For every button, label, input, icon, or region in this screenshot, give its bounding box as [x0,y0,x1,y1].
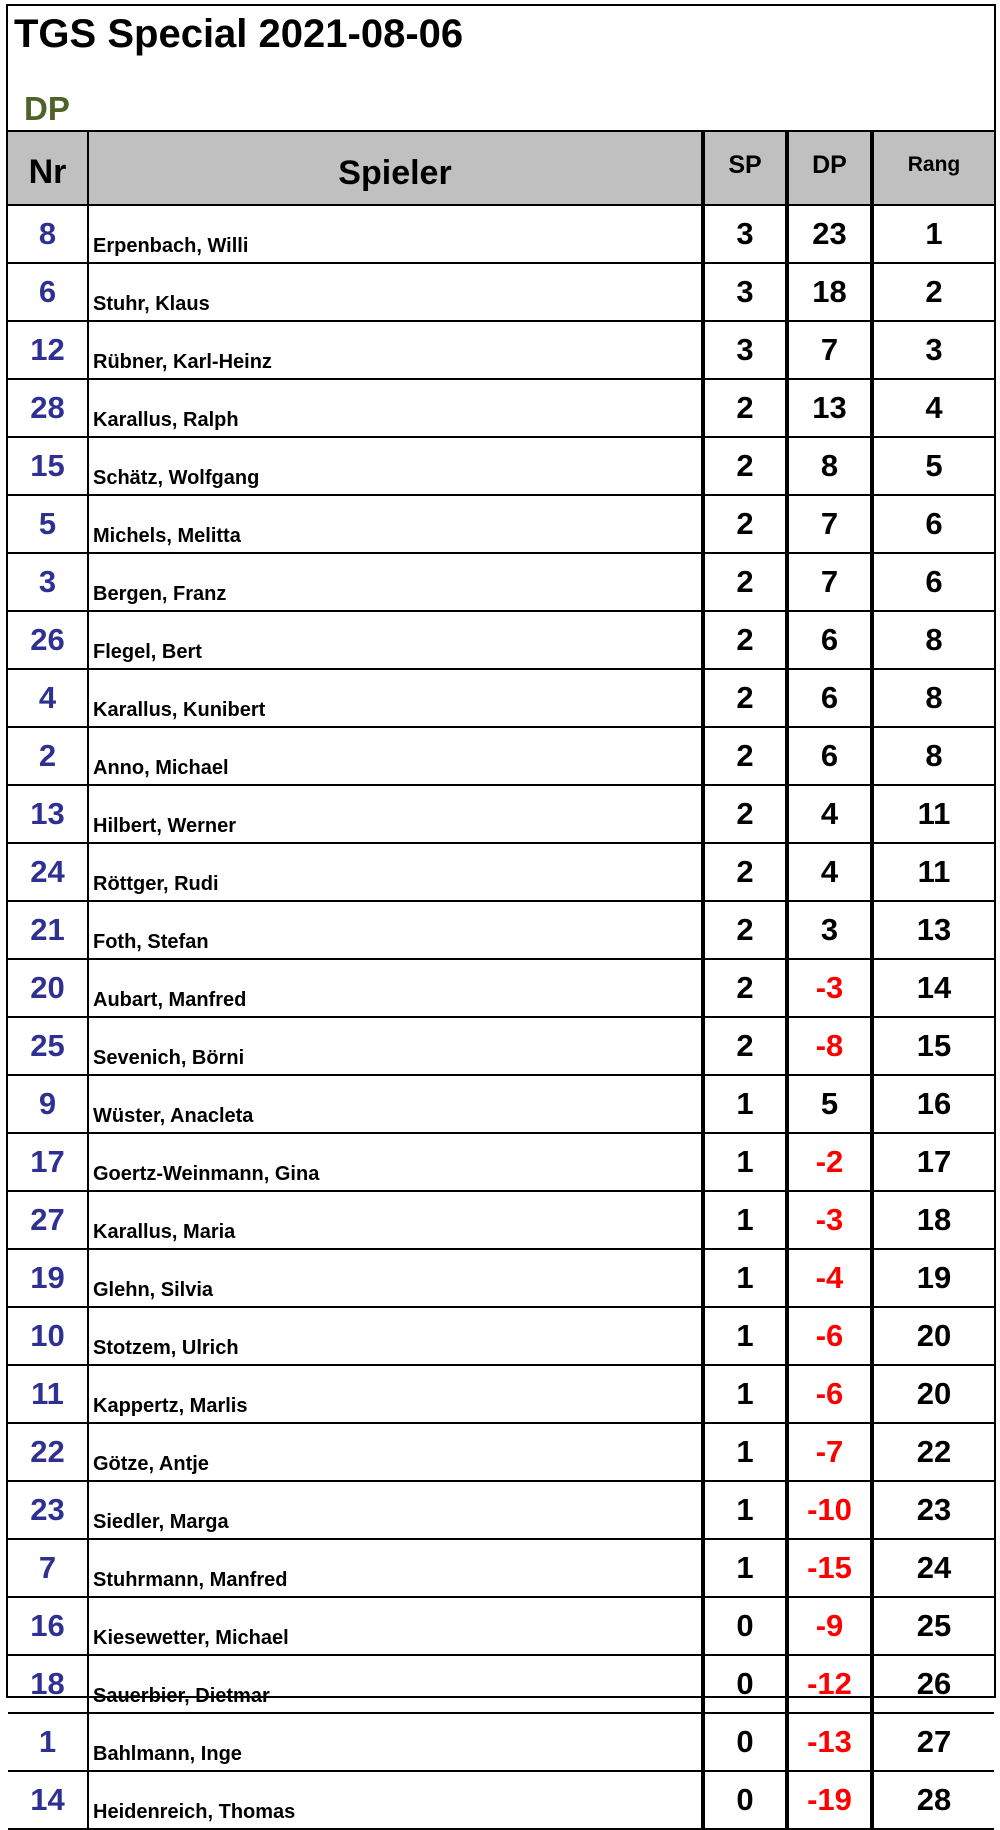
dp-value: 4 [787,785,872,843]
sp-value: 0 [703,1655,787,1713]
table-row [8,1423,994,1481]
table-row [8,263,994,321]
results-sheet [6,4,996,1823]
table-row [8,1771,994,1829]
sp-value: 3 [703,321,787,379]
sp-value: 2 [703,495,787,553]
table-row [8,1539,994,1597]
rank-value: 16 [872,1075,994,1133]
table-row [8,553,994,611]
player-number: 5 [8,495,88,553]
player-name: Röttger, Rudi [88,843,703,901]
table-row [8,1481,994,1539]
player-number: 11 [8,1365,88,1423]
sp-value: 3 [703,263,787,321]
player-name: Anno, Michael [88,727,703,785]
table-row [8,495,994,553]
sp-value: 2 [703,437,787,495]
ranking-table [8,130,994,1830]
player-number: 14 [8,1771,88,1829]
table-row [8,901,994,959]
rank-value: 3 [872,321,994,379]
player-name: Schätz, Wolfgang [88,437,703,495]
column-header-nr: Nr [8,131,88,205]
sp-value: 1 [703,1481,787,1539]
sp-value: 3 [703,205,787,263]
table-row [8,1597,994,1655]
player-number: 25 [8,1017,88,1075]
page-subtitle: DP [24,90,70,127]
player-name: Goertz-Weinmann, Gina [88,1133,703,1191]
dp-value: -15 [787,1539,872,1597]
player-number: 4 [8,669,88,727]
player-number: 12 [8,321,88,379]
rank-value: 20 [872,1365,994,1423]
player-name: Sevenich, Börni [88,1017,703,1075]
player-name: Kiesewetter, Michael [88,1597,703,1655]
table-row [8,1307,994,1365]
player-name: Aubart, Manfred [88,959,703,1017]
player-number: 2 [8,727,88,785]
dp-value: 5 [787,1075,872,1133]
player-name: Michels, Melitta [88,495,703,553]
player-name: Bergen, Franz [88,553,703,611]
player-name: Sauerbier, Dietmar [88,1655,703,1713]
player-number: 28 [8,379,88,437]
dp-value: 23 [787,205,872,263]
player-number: 27 [8,1191,88,1249]
player-name: Rübner, Karl-Heinz [88,321,703,379]
sp-value: 1 [703,1423,787,1481]
sp-value: 2 [703,959,787,1017]
sp-value: 1 [703,1539,787,1597]
rank-value: 22 [872,1423,994,1481]
rank-value: 2 [872,263,994,321]
player-number: 3 [8,553,88,611]
dp-value: 8 [787,437,872,495]
rank-value: 19 [872,1249,994,1307]
player-number: 23 [8,1481,88,1539]
rank-value: 15 [872,1017,994,1075]
column-header-rang: Rang [872,131,994,205]
sp-value: 2 [703,843,787,901]
dp-value: -7 [787,1423,872,1481]
sp-value: 0 [703,1713,787,1771]
rank-value: 8 [872,669,994,727]
rank-value: 25 [872,1597,994,1655]
rank-value: 14 [872,959,994,1017]
table-row [8,205,994,263]
rank-value: 5 [872,437,994,495]
table-row [8,1191,994,1249]
dp-value: 6 [787,727,872,785]
player-name: Stuhrmann, Manfred [88,1539,703,1597]
player-name: Stotzem, Ulrich [88,1307,703,1365]
dp-value: 6 [787,611,872,669]
player-number: 15 [8,437,88,495]
rank-value: 1 [872,205,994,263]
player-number: 9 [8,1075,88,1133]
sp-value: 2 [703,1017,787,1075]
player-name: Siedler, Marga [88,1481,703,1539]
table-row [8,669,994,727]
rank-value: 8 [872,611,994,669]
player-name: Hilbert, Werner [88,785,703,843]
rank-value: 17 [872,1133,994,1191]
player-name: Götze, Antje [88,1423,703,1481]
dp-value: 7 [787,553,872,611]
table-row [8,1365,994,1423]
player-name: Bahlmann, Inge [88,1713,703,1771]
table-row [8,379,994,437]
player-name: Flegel, Bert [88,611,703,669]
dp-value: -3 [787,959,872,1017]
sp-value: 1 [703,1075,787,1133]
sp-value: 2 [703,379,787,437]
player-number: 22 [8,1423,88,1481]
player-name: Glehn, Silvia [88,1249,703,1307]
player-number: 13 [8,785,88,843]
player-number: 7 [8,1539,88,1597]
table-row [8,1133,994,1191]
player-name: Wüster, Anacleta [88,1075,703,1133]
rank-value: 18 [872,1191,994,1249]
player-number: 17 [8,1133,88,1191]
dp-value: -10 [787,1481,872,1539]
dp-value: -3 [787,1191,872,1249]
table-row [8,1713,994,1771]
rank-value: 13 [872,901,994,959]
rank-value: 26 [872,1655,994,1713]
dp-value: 3 [787,901,872,959]
table-row [8,611,994,669]
player-number: 6 [8,263,88,321]
dp-value: -13 [787,1713,872,1771]
sp-value: 1 [703,1133,787,1191]
player-name: Karallus, Maria [88,1191,703,1249]
player-number: 8 [8,205,88,263]
dp-value: -4 [787,1249,872,1307]
table-header-row [8,131,994,205]
rank-value: 11 [872,785,994,843]
rank-value: 24 [872,1539,994,1597]
page-title: TGS Special 2021-08-06 [14,12,464,56]
dp-value: 4 [787,843,872,901]
rank-value: 8 [872,727,994,785]
rank-value: 6 [872,553,994,611]
player-name: Karallus, Ralph [88,379,703,437]
sp-value: 2 [703,901,787,959]
player-number: 24 [8,843,88,901]
table-row [8,321,994,379]
dp-value: -12 [787,1655,872,1713]
sp-value: 1 [703,1365,787,1423]
dp-value: -6 [787,1365,872,1423]
table-row [8,437,994,495]
player-number: 10 [8,1307,88,1365]
player-name: Heidenreich, Thomas [88,1771,703,1829]
dp-value: -9 [787,1597,872,1655]
dp-value: -8 [787,1017,872,1075]
rank-value: 20 [872,1307,994,1365]
table-row [8,1249,994,1307]
sp-value: 2 [703,785,787,843]
player-name: Kappertz, Marlis [88,1365,703,1423]
dp-value: 18 [787,263,872,321]
player-number: 1 [8,1713,88,1771]
sp-value: 2 [703,727,787,785]
player-number: 19 [8,1249,88,1307]
dp-value: 7 [787,495,872,553]
dp-value: 13 [787,379,872,437]
player-number: 16 [8,1597,88,1655]
column-header-spieler: Spieler [88,131,703,205]
table-row [8,1017,994,1075]
player-name: Foth, Stefan [88,901,703,959]
rank-value: 4 [872,379,994,437]
sp-value: 0 [703,1597,787,1655]
rank-value: 27 [872,1713,994,1771]
player-number: 26 [8,611,88,669]
table-row [8,843,994,901]
rank-value: 11 [872,843,994,901]
dp-value: -6 [787,1307,872,1365]
table-row [8,785,994,843]
player-name: Stuhr, Klaus [88,263,703,321]
rank-value: 28 [872,1771,994,1829]
column-header-sp: SP [703,131,787,205]
dp-value: -19 [787,1771,872,1829]
table-body [8,205,994,1829]
player-name: Karallus, Kunibert [88,669,703,727]
table-row [8,727,994,785]
rank-value: 6 [872,495,994,553]
column-header-dp: DP [787,131,872,205]
dp-value: 7 [787,321,872,379]
sp-value: 1 [703,1191,787,1249]
rank-value: 23 [872,1481,994,1539]
sp-value: 2 [703,553,787,611]
player-number: 21 [8,901,88,959]
player-number: 20 [8,959,88,1017]
player-number: 18 [8,1655,88,1713]
table-row [8,959,994,1017]
sp-value: 0 [703,1771,787,1829]
sp-value: 2 [703,669,787,727]
table-row [8,1075,994,1133]
table-row [8,1655,994,1713]
dp-value: -2 [787,1133,872,1191]
sp-value: 2 [703,611,787,669]
player-name: Erpenbach, Willi [88,205,703,263]
dp-value: 6 [787,669,872,727]
sp-value: 1 [703,1249,787,1307]
sp-value: 1 [703,1307,787,1365]
